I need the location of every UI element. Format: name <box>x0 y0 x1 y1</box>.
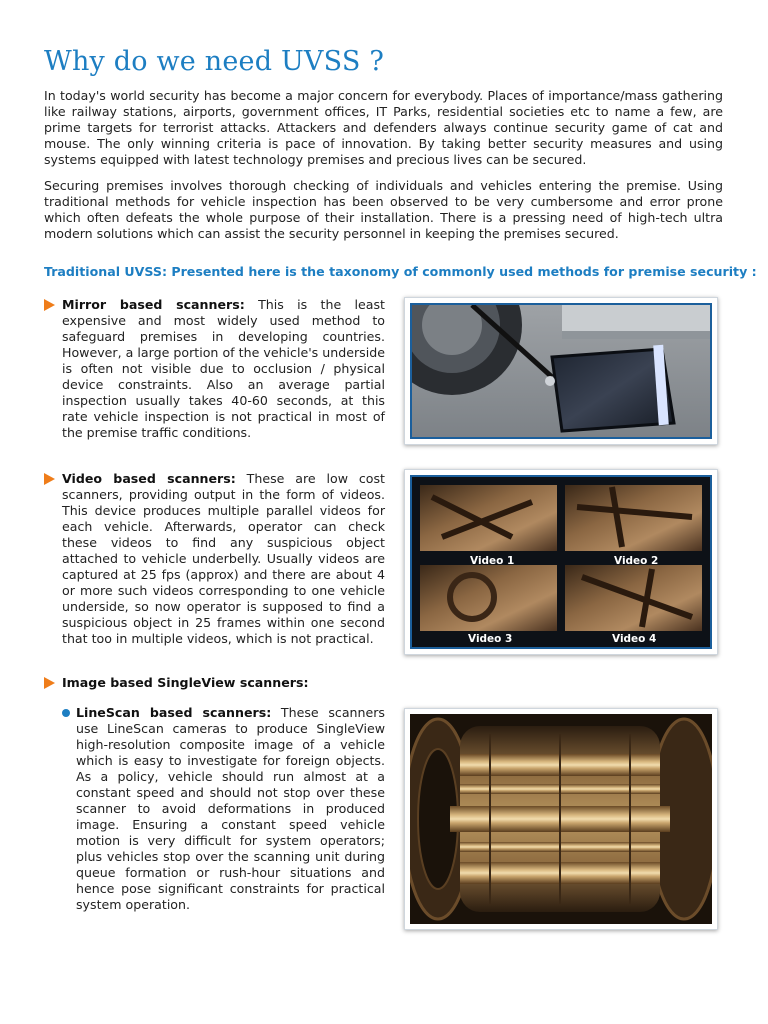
linescan-scanner-section <box>76 705 385 913</box>
linescan-scanner-text: These scanners use LineScan cameras to produce SingleView high-resolution composite image of a vehicle which is easy to investigate for foreign objects. As a policy, vehicle should run almost at a constant speed and should not stop over these scanner to avoid deformations in produced image. Ensuring a constant speed vehicle motion is very difficult for system operators; plus vehicles stop over the scanning unit during queue formation or rush-hour situations and hence pose significant constraints for practical system operation. <box>76 705 385 912</box>
mirror-scanner-photo <box>412 305 710 437</box>
intro-paragraph-1: In today's world security has become a major concern for everybody. Places of importance/mass gathering like railway stations, airports, government offices, IT Parks, residential societies etc to name a few, are prime targets for terrorist attacks. Attackers and defenders always continue security game of cat and mouse. The only winning criteria is pace of innovation. By taking better security measures and using systems equipped with latest technology premises and precious lives can be secured. <box>44 88 723 167</box>
mirror-scanner-heading: Mirror based scanners: <box>62 297 245 312</box>
mirror-scanner-section <box>62 297 385 441</box>
page-title: Why do we need UVSS ? <box>44 46 385 77</box>
arrow-bullet-icon <box>44 473 55 485</box>
video-2-label: Video 2 <box>614 555 659 567</box>
mirror-scanner-image-frame <box>404 297 718 445</box>
taxonomy-subheading: Traditional UVSS: Presented here is the taxonomy of commonly used methods for premise security : <box>44 264 757 279</box>
linescan-image-frame <box>404 708 718 930</box>
video-grid-photo <box>412 477 710 647</box>
video-scanner-section <box>62 471 385 647</box>
video-3-label: Video 3 <box>468 633 513 645</box>
arrow-bullet-icon <box>44 677 55 689</box>
video-scanner-text: These are low cost scanners, providing output in the form of videos. This device produces multiple parallel videos for each vehicle. Afterwards, operator can check these videos to find any suspicious object attached to vehicle underbelly. Usually videos are captured at 25 fps (approx) and there are about 4 or more such videos corresponding to one vehicle underside, so now operator is supposed to find a suspicious object in 25 frames within one second that too in multiple videos, which is not practical. <box>62 471 385 646</box>
image-scanner-heading: Image based SingleView scanners: <box>62 675 309 690</box>
arrow-bullet-icon <box>44 299 55 311</box>
intro-paragraph-2: Securing premises involves thorough checking of individuals and vehicles entering the premise. Using traditional methods for vehicle inspection has been observed to be very cumbersome and error prone which often defeats the whole purpose of their installation. There is a pressing need of high-tech ultra modern solutions which can assist the security personnel in keeping the premises secured. <box>44 178 723 241</box>
linescan-scanner-heading: LineScan based scanners: <box>76 705 272 720</box>
video-scanner-image-frame <box>404 469 718 655</box>
circle-bullet-icon <box>62 709 70 717</box>
linescan-composite-photo <box>410 714 712 924</box>
mirror-scanner-text: This is the least expensive and most widely used method to safeguard premises in developing countries. However, a large portion of the vehicle's underside is often not visible due to occlusion / physical device constraints. Also an average partial inspection usually takes 40-60 seconds, at this rate vehicle inspection is not practical in most of the premise traffic conditions. <box>62 297 385 440</box>
video-4-label: Video 4 <box>612 633 657 645</box>
video-1-label: Video 1 <box>470 555 515 567</box>
video-scanner-heading: Video based scanners: <box>62 471 236 486</box>
